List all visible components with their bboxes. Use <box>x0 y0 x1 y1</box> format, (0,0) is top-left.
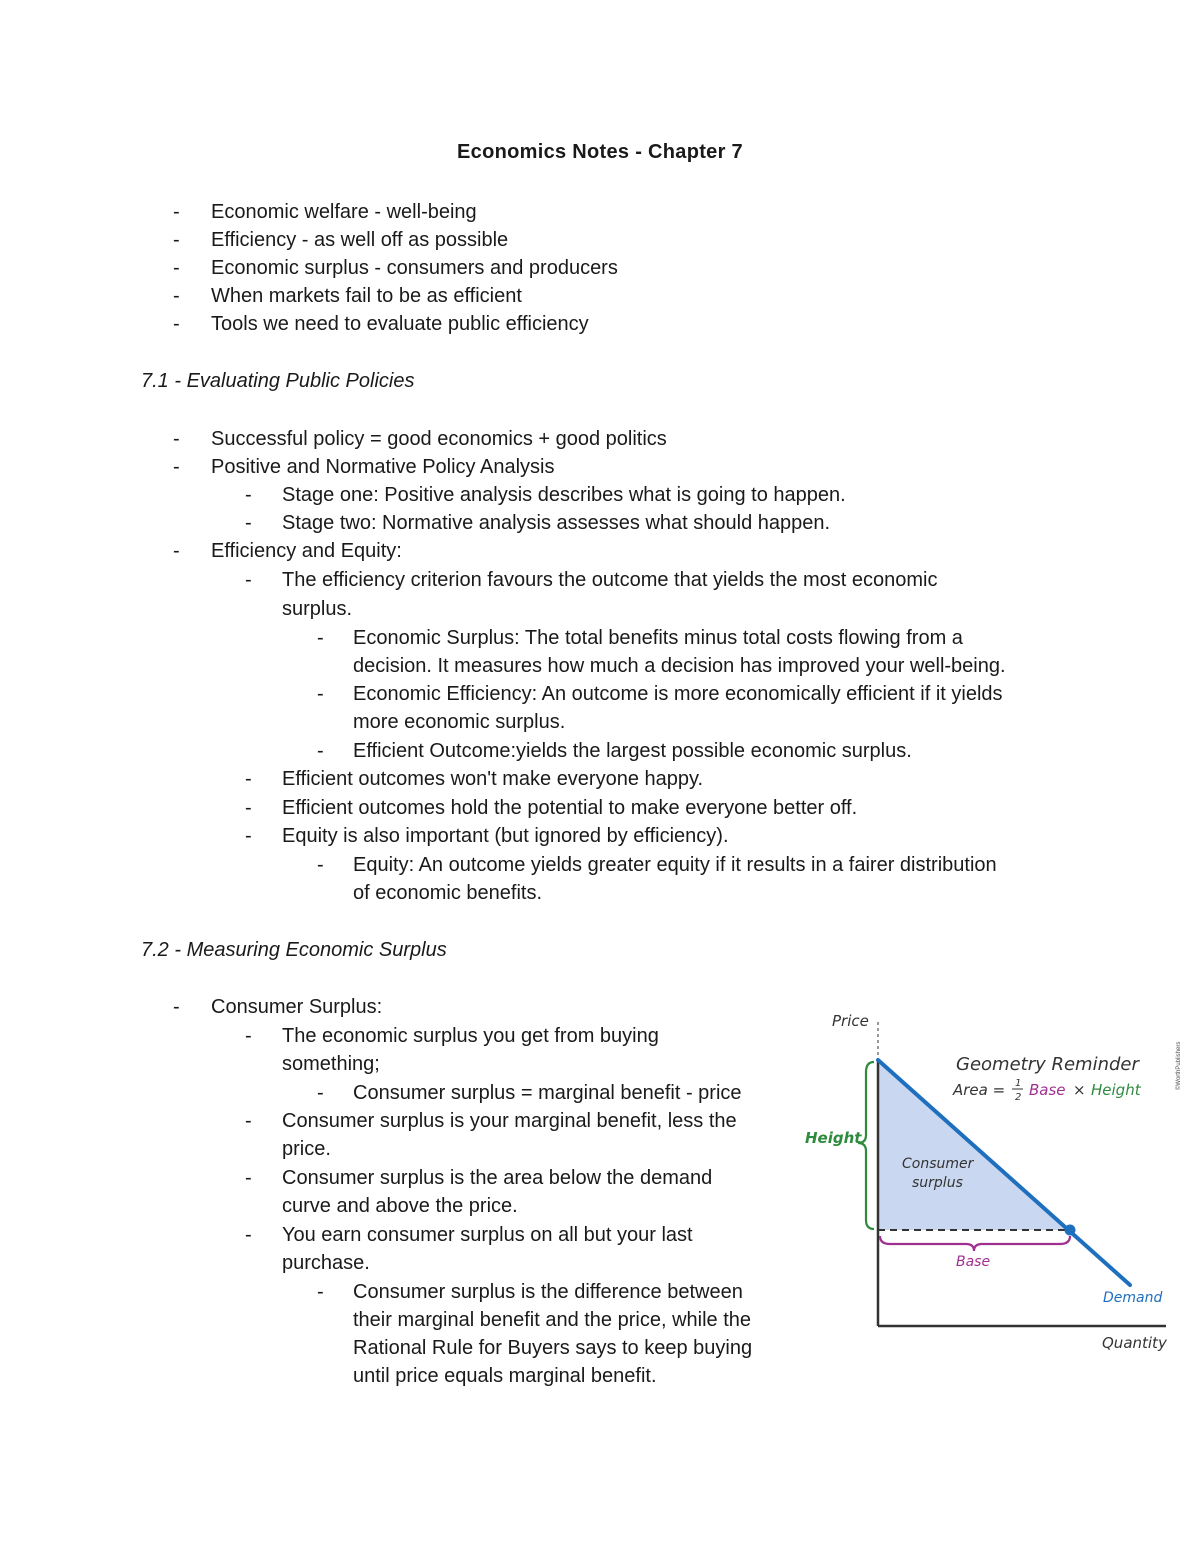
list-item: Economic Surplus: The total benefits minus total costs flowing from a <box>353 627 963 649</box>
demand-label: Demand <box>1103 1290 1163 1306</box>
area-formula-label: Area = <box>953 1081 1006 1099</box>
height-label: Height <box>805 1129 862 1147</box>
bullet-dash: - <box>245 512 252 534</box>
bullet-dash: - <box>173 285 180 307</box>
bullet-dash: - <box>245 1025 252 1047</box>
bullet-dash: - <box>317 854 324 876</box>
list-item-continuation: decision. It measures how much a decision has improved your well-being. <box>353 655 1006 677</box>
bullet-dash: - <box>317 627 324 649</box>
bullet-dash: - <box>245 797 252 819</box>
list-item: Efficient Outcome:yields the largest possible economic surplus. <box>353 740 912 762</box>
bullet-dash: - <box>245 1110 252 1132</box>
list-item: When markets fail to be as efficient <box>211 285 522 307</box>
bullet-dash: - <box>173 201 180 223</box>
consumer-surplus-label: surplus <box>912 1175 963 1191</box>
list-item-continuation: more economic surplus. <box>353 711 566 733</box>
consumer-surplus-label: Consumer <box>902 1156 974 1172</box>
list-item: Equity: An outcome yields greater equity if it results in a fairer distribution <box>353 854 997 876</box>
list-item: Efficiency - as well off as possible <box>211 229 509 251</box>
bullet-dash: - <box>173 257 180 279</box>
base-label: Base <box>956 1254 991 1270</box>
list-item-continuation: surplus. <box>282 598 353 620</box>
bullet-dash: - <box>245 1224 252 1246</box>
list-item: Stage one: Positive analysis describes what is going to happen. <box>282 484 846 506</box>
list-item-continuation: something; <box>282 1053 380 1075</box>
list-item: Efficiency and Equity: <box>211 540 402 562</box>
list-item-continuation: until price equals marginal benefit. <box>353 1365 657 1387</box>
list-item: Consumer surplus is the area below the demand <box>282 1167 713 1189</box>
base-brace <box>880 1236 1070 1251</box>
list-item: Stage two: Normative analysis assesses what should happen. <box>282 512 831 534</box>
list-item: Positive and Normative Policy Analysis <box>211 456 555 478</box>
publisher-watermark: ©WorthPublishers <box>1176 1041 1182 1090</box>
section-heading: 7.2 - Measuring Economic Surplus <box>141 939 447 961</box>
price-axis-label: Price <box>832 1012 869 1030</box>
bullet-dash: - <box>245 569 252 591</box>
list-item: You earn consumer surplus on all but your last <box>282 1224 693 1246</box>
consumer-surplus-diagram <box>798 1000 1188 1360</box>
list-item: The efficiency criterion favours the outcome that yields the most economic <box>282 569 938 591</box>
list-item: Efficient outcomes won't make everyone happy. <box>282 768 704 790</box>
bullet-dash: - <box>317 1082 324 1104</box>
bullet-dash: - <box>317 740 324 762</box>
bullet-dash: - <box>245 825 252 847</box>
bullet-dash: - <box>173 229 180 251</box>
list-item-continuation: purchase. <box>282 1252 370 1274</box>
bullet-dash: - <box>173 428 180 450</box>
section-heading: 7.1 - Evaluating Public Policies <box>141 370 415 392</box>
geometry-reminder-title: Geometry Reminder <box>956 1054 1139 1075</box>
list-item-continuation: price. <box>282 1138 331 1160</box>
list-item: Tools we need to evaluate public efficiency <box>211 313 589 335</box>
bullet-dash: - <box>317 683 324 705</box>
list-item-continuation: their marginal benefit and the price, while the <box>353 1309 752 1331</box>
list-item: Efficient outcomes hold the potential to make everyone better off. <box>282 797 858 819</box>
list-item: Consumer surplus = marginal benefit - price <box>353 1082 742 1104</box>
bullet-dash: - <box>173 456 180 478</box>
bullet-dash: - <box>245 484 252 506</box>
list-item-continuation: curve and above the price. <box>282 1195 518 1217</box>
list-item: The economic surplus you get from buying <box>282 1025 659 1047</box>
page-title: Economics Notes - Chapter 7 <box>457 141 743 163</box>
area-formula-times: × <box>1073 1081 1086 1099</box>
list-item: Economic surplus - consumers and producers <box>211 257 618 279</box>
bullet-dash: - <box>173 996 180 1018</box>
list-item: Equity is also important (but ignored by efficiency). <box>282 825 729 847</box>
list-item: Consumer Surplus: <box>211 996 383 1018</box>
bullet-dash: - <box>173 540 180 562</box>
quantity-axis-label: Quantity <box>1102 1334 1167 1352</box>
list-item-continuation: Rational Rule for Buyers says to keep buying <box>353 1337 753 1359</box>
list-item: Successful policy = good economics + good politics <box>211 428 667 450</box>
list-item: Consumer surplus is your marginal benefit, less the <box>282 1110 737 1132</box>
list-item: Economic Efficiency: An outcome is more economically efficient if it yields <box>353 683 1003 705</box>
bullet-dash: - <box>173 313 180 335</box>
area-formula-height: Height <box>1091 1081 1141 1099</box>
bullet-dash: - <box>317 1281 324 1303</box>
bullet-dash: - <box>245 768 252 790</box>
list-item: Economic welfare - well-being <box>211 201 477 223</box>
list-item: Consumer surplus is the difference between <box>353 1281 743 1303</box>
fraction-denominator: 2 <box>1015 1092 1022 1103</box>
area-formula-base: Base <box>1029 1081 1066 1099</box>
fraction-numerator: 1 <box>1015 1078 1022 1089</box>
bullet-dash: - <box>245 1167 252 1189</box>
equilibrium-point <box>1065 1225 1076 1236</box>
list-item-continuation: of economic benefits. <box>353 882 542 904</box>
